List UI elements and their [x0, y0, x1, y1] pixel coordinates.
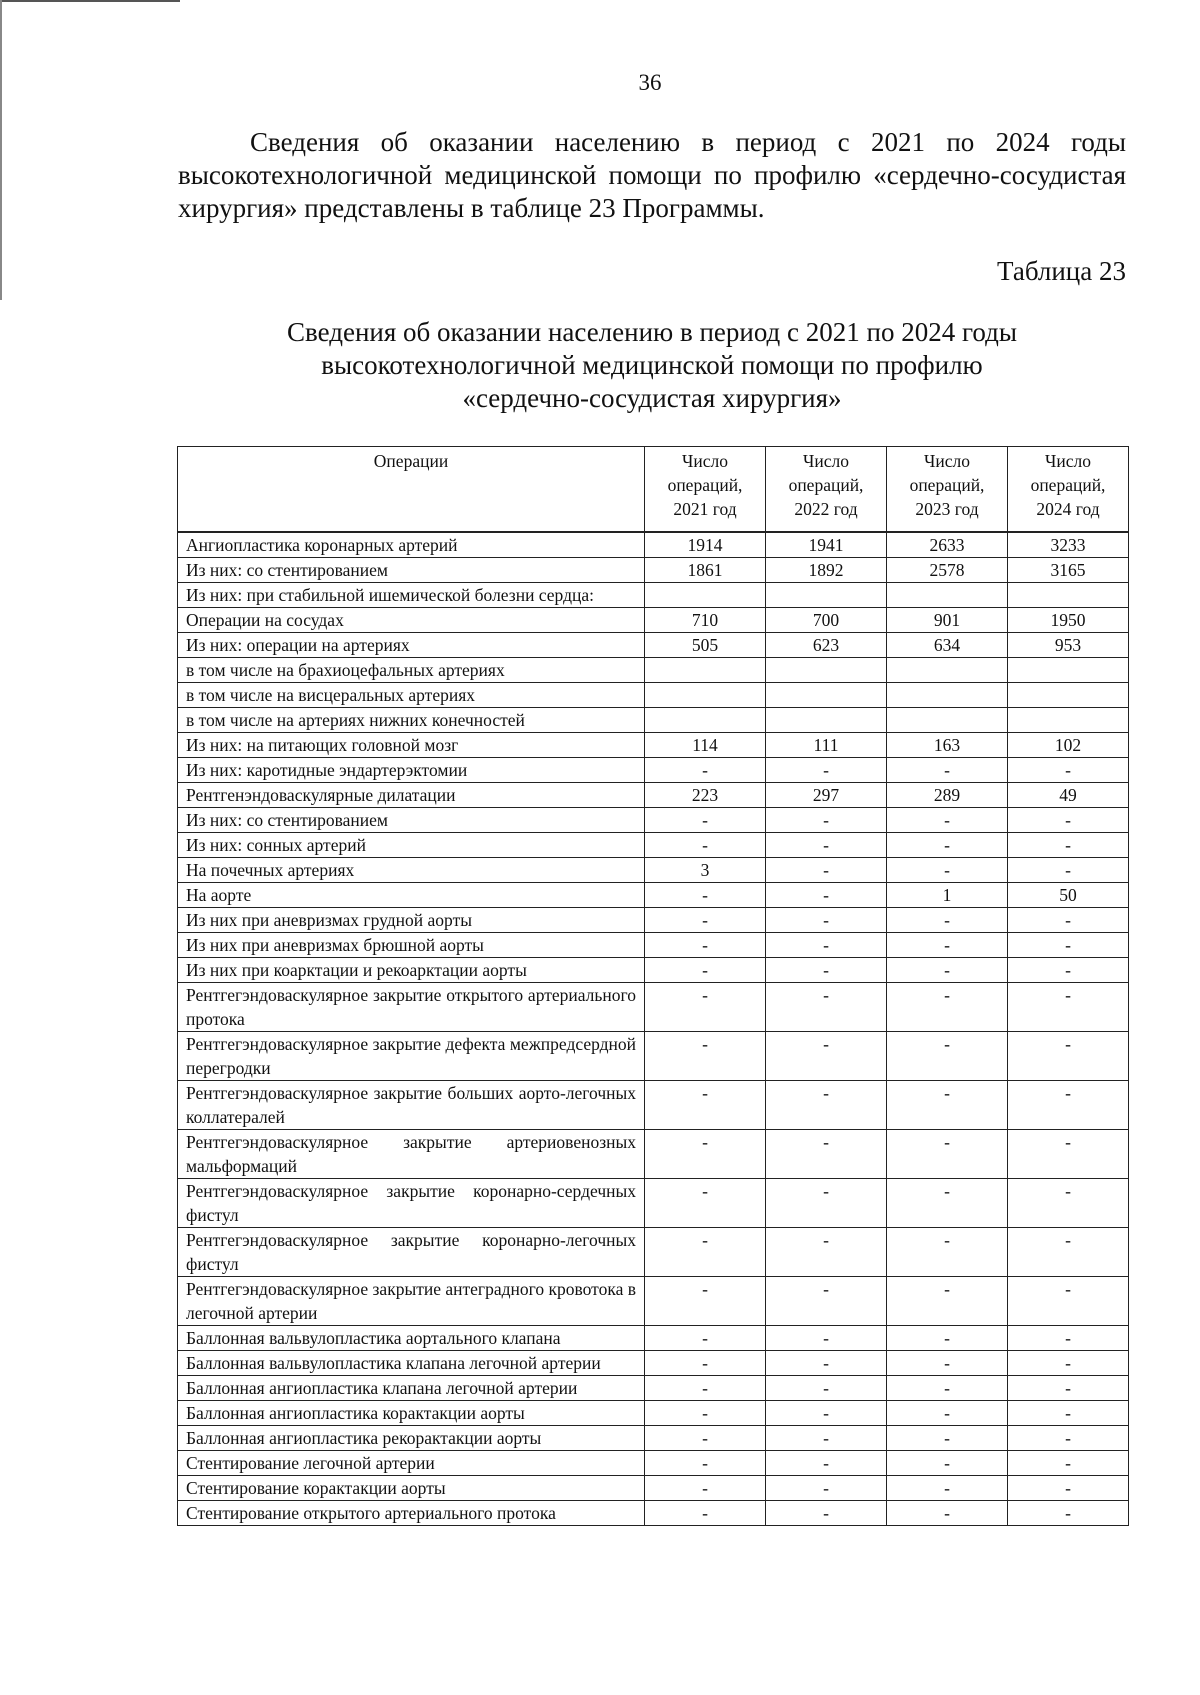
operations-count-2021: [645, 583, 766, 608]
operations-count-2023: 2578: [887, 558, 1008, 583]
table-row: [178, 1179, 1129, 1228]
operations-count-2022: [766, 583, 887, 608]
operations-count-2021: [645, 658, 766, 683]
operations-count-2023: -: [887, 1476, 1008, 1501]
operations-count-2021: -: [645, 1179, 766, 1228]
operations-count-2023: -: [887, 1130, 1008, 1179]
operations-count-2022: 700: [766, 608, 887, 633]
operations-count-2024: 49: [1008, 783, 1129, 808]
table-row: [178, 1451, 1129, 1476]
table-row: [178, 1032, 1129, 1081]
operations-count-2021: -: [645, 1426, 766, 1451]
operations-count-2024: 1950: [1008, 608, 1129, 633]
operation-name: Из них: со стентированием: [178, 558, 645, 583]
scan-edge-mark: [0, 0, 180, 2]
operations-count-2024: 3233: [1008, 532, 1129, 558]
operations-count-2021: 505: [645, 633, 766, 658]
operations-count-2023: 901: [887, 608, 1008, 633]
operation-name: Стентирование легочной артерии: [178, 1451, 645, 1476]
operations-count-2024: 3165: [1008, 558, 1129, 583]
operations-count-2024: -: [1008, 1326, 1129, 1351]
operations-count-2023: [887, 683, 1008, 708]
table-row: [178, 733, 1129, 758]
operations-count-2024: -: [1008, 1130, 1129, 1179]
operations-count-2023: 2633: [887, 532, 1008, 558]
operations-count-2024: 50: [1008, 883, 1129, 908]
table-row: [178, 1081, 1129, 1130]
table-row: [178, 1326, 1129, 1351]
operations-count-2023: -: [887, 1451, 1008, 1476]
operations-count-2021: -: [645, 1451, 766, 1476]
page-number: 36: [638, 70, 662, 95]
table-row: [178, 658, 1129, 683]
operations-count-2024: [1008, 583, 1129, 608]
operation-name: Рентгегэндоваскулярное закрытие коронарно-легочных фистул: [178, 1228, 645, 1277]
table-label: Таблица 23: [997, 256, 1126, 286]
operation-name: Из них при аневризмах брюшной аорты: [178, 933, 645, 958]
table-row: [178, 1401, 1129, 1426]
table-row: [178, 783, 1129, 808]
table-title: [178, 316, 1126, 415]
table-row: [178, 708, 1129, 733]
table-row: [178, 958, 1129, 983]
operations-count-2023: -: [887, 1326, 1008, 1351]
operation-name: Рентгегэндоваскулярное закрытие больших аорто-легочных коллатералей: [178, 1081, 645, 1130]
operations-count-2024: -: [1008, 1401, 1129, 1426]
operation-name: Рентгегэндоваскулярное закрытие коронарно-сердечных фистул: [178, 1179, 645, 1228]
header-2024: Число операций, 2024 год: [1008, 447, 1129, 533]
operations-count-2023: -: [887, 1426, 1008, 1451]
operations-count-2022: [766, 708, 887, 733]
operations-count-2024: 102: [1008, 733, 1129, 758]
operations-count-2021: -: [645, 1130, 766, 1179]
operations-count-2021: -: [645, 1376, 766, 1401]
operations-count-2023: -: [887, 1351, 1008, 1376]
intro-text: Сведения об оказании населению в период с 2021 по 2024 годы высокотехнологичной медицинской помощи по профилю «сердечно-сосудистая хирургия» представлены в таблице 23 Программы.: [178, 127, 1126, 223]
operations-count-2021: 223: [645, 783, 766, 808]
table-row: [178, 808, 1129, 833]
operations-count-2023: -: [887, 1081, 1008, 1130]
operations-count-2024: -: [1008, 833, 1129, 858]
operations-count-2022: -: [766, 933, 887, 958]
operations-count-2021: 1861: [645, 558, 766, 583]
operations-count-2022: [766, 658, 887, 683]
operations-count-2021: -: [645, 933, 766, 958]
operation-name: Из них: сонных артерий: [178, 833, 645, 858]
table-row: [178, 1228, 1129, 1277]
operations-count-2021: -: [645, 908, 766, 933]
table-row: [178, 1476, 1129, 1501]
operation-name: Баллонная ангиопластика корактакции аорты: [178, 1401, 645, 1426]
operations-count-2024: -: [1008, 983, 1129, 1032]
operations-count-2023: -: [887, 908, 1008, 933]
operation-name: Из них: со стентированием: [178, 808, 645, 833]
table-row: [178, 983, 1129, 1032]
operations-count-2023: [887, 658, 1008, 683]
operation-name: Рентгегэндоваскулярное закрытие антеградного кровотока в легочной артерии: [178, 1277, 645, 1326]
operations-count-2022: -: [766, 1376, 887, 1401]
operations-count-2021: 114: [645, 733, 766, 758]
operations-count-2022: -: [766, 958, 887, 983]
table-title-line-1: Сведения об оказании населению в период с 2021 по 2024 годы: [287, 317, 1017, 347]
operations-count-2021: -: [645, 958, 766, 983]
operations-count-2023: -: [887, 1501, 1008, 1526]
operations-count-2021: -: [645, 833, 766, 858]
operations-count-2021: -: [645, 983, 766, 1032]
operation-name: На аорте: [178, 883, 645, 908]
operations-count-2024: -: [1008, 1501, 1129, 1526]
table-row: [178, 1426, 1129, 1451]
operations-count-2021: -: [645, 758, 766, 783]
operation-name: Ангиопластика коронарных артерий: [178, 532, 645, 558]
operations-count-2024: 953: [1008, 633, 1129, 658]
operation-name: Операции на сосудах: [178, 608, 645, 633]
operation-name: Из них: при стабильной ишемической болезни сердца:: [178, 583, 645, 608]
operations-count-2021: -: [645, 1032, 766, 1081]
operations-count-2024: -: [1008, 858, 1129, 883]
table-row: [178, 558, 1129, 583]
operations-count-2022: -: [766, 1501, 887, 1526]
operations-count-2023: -: [887, 808, 1008, 833]
table-title-line-2: высокотехнологичной медицинской помощи по профилю: [321, 350, 983, 380]
operation-name: в том числе на артериях нижних конечностей: [178, 708, 645, 733]
operation-name: в том числе на брахиоцефальных артериях: [178, 658, 645, 683]
operations-count-2021: [645, 683, 766, 708]
table-row: [178, 608, 1129, 633]
operation-name: На почечных артериях: [178, 858, 645, 883]
operations-count-2021: [645, 708, 766, 733]
operation-name: Баллонная вальвулопластика аортального клапана: [178, 1326, 645, 1351]
operations-count-2021: -: [645, 1228, 766, 1277]
operations-count-2024: -: [1008, 1426, 1129, 1451]
operations-count-2024: -: [1008, 908, 1129, 933]
operations-count-2024: -: [1008, 1451, 1129, 1476]
operations-count-2023: -: [887, 1032, 1008, 1081]
table-row: [178, 933, 1129, 958]
table-body: [178, 532, 1129, 1526]
operations-count-2023: [887, 708, 1008, 733]
intro-paragraph: [178, 126, 1126, 225]
operations-count-2021: 710: [645, 608, 766, 633]
operation-name: Из них: каротидные эндартерэктомии: [178, 758, 645, 783]
operations-count-2023: -: [887, 1179, 1008, 1228]
header-operations: Операции: [178, 447, 645, 533]
operations-table: [177, 446, 1129, 1526]
operations-count-2024: -: [1008, 808, 1129, 833]
operation-name: Рентгенэндоваскулярные дилатации: [178, 783, 645, 808]
operations-count-2021: -: [645, 1476, 766, 1501]
operations-count-2021: -: [645, 883, 766, 908]
operations-count-2022: -: [766, 908, 887, 933]
operations-count-2022: -: [766, 883, 887, 908]
operations-count-2022: -: [766, 758, 887, 783]
operation-name: Баллонная ангиопластика рекорактакции аорты: [178, 1426, 645, 1451]
operations-count-2023: 1: [887, 883, 1008, 908]
table-row: [178, 583, 1129, 608]
operations-count-2024: -: [1008, 1277, 1129, 1326]
operations-count-2023: -: [887, 1228, 1008, 1277]
operation-name: Баллонная ангиопластика клапана легочной артерии: [178, 1376, 645, 1401]
table-row: [178, 1277, 1129, 1326]
operation-name: Баллонная вальвулопластика клапана легочной артерии: [178, 1351, 645, 1376]
operation-name: Рентгегэндоваскулярное закрытие открытого артериального протока: [178, 983, 645, 1032]
table-row: [178, 908, 1129, 933]
operations-count-2023: -: [887, 933, 1008, 958]
operations-count-2021: -: [645, 1501, 766, 1526]
table-header-row: [178, 447, 1129, 533]
operations-count-2022: -: [766, 1228, 887, 1277]
operation-name: Из них при коарктации и рекоарктации аорты: [178, 958, 645, 983]
operations-count-2024: -: [1008, 1032, 1129, 1081]
operations-count-2024: [1008, 683, 1129, 708]
header-2023: Число операций, 2023 год: [887, 447, 1008, 533]
operations-count-2024: -: [1008, 758, 1129, 783]
table-row: [178, 683, 1129, 708]
operations-count-2022: -: [766, 808, 887, 833]
operations-count-2023: 634: [887, 633, 1008, 658]
operations-count-2022: -: [766, 833, 887, 858]
operations-count-2022: -: [766, 1451, 887, 1476]
operations-count-2022: -: [766, 858, 887, 883]
operation-name: Из них при аневризмах грудной аорты: [178, 908, 645, 933]
table-row: [178, 1130, 1129, 1179]
operations-count-2021: -: [645, 1277, 766, 1326]
operations-count-2024: -: [1008, 1228, 1129, 1277]
operations-count-2024: -: [1008, 1081, 1129, 1130]
operations-count-2024: -: [1008, 958, 1129, 983]
operations-count-2022: 111: [766, 733, 887, 758]
operations-count-2024: -: [1008, 1376, 1129, 1401]
table-row: [178, 1351, 1129, 1376]
table-row: [178, 883, 1129, 908]
table-row: [178, 532, 1129, 558]
operations-count-2021: -: [645, 1081, 766, 1130]
operations-count-2021: -: [645, 1351, 766, 1376]
operation-name: Рентгегэндоваскулярное закрытие дефекта межпредсердной перегродки: [178, 1032, 645, 1081]
operations-count-2021: -: [645, 808, 766, 833]
operations-count-2024: -: [1008, 1351, 1129, 1376]
operation-name: Из них: на питающих головной мозг: [178, 733, 645, 758]
operations-count-2023: 289: [887, 783, 1008, 808]
operations-count-2022: -: [766, 1130, 887, 1179]
operations-count-2023: -: [887, 758, 1008, 783]
operations-count-2022: [766, 683, 887, 708]
operations-count-2022: -: [766, 983, 887, 1032]
operations-count-2022: -: [766, 1401, 887, 1426]
operations-count-2023: -: [887, 1277, 1008, 1326]
operations-count-2022: -: [766, 1032, 887, 1081]
operations-count-2023: -: [887, 983, 1008, 1032]
operation-name: Стентирование корактакции аорты: [178, 1476, 645, 1501]
operations-count-2022: -: [766, 1277, 887, 1326]
table-row: [178, 633, 1129, 658]
scan-edge-mark-left: [0, 0, 2, 300]
operations-count-2022: -: [766, 1476, 887, 1501]
operations-count-2022: -: [766, 1351, 887, 1376]
operations-count-2021: -: [645, 1326, 766, 1351]
operations-count-2024: -: [1008, 933, 1129, 958]
operations-count-2022: 297: [766, 783, 887, 808]
operations-count-2023: -: [887, 1401, 1008, 1426]
operations-count-2021: 3: [645, 858, 766, 883]
operations-count-2024: [1008, 708, 1129, 733]
operations-count-2023: -: [887, 833, 1008, 858]
operation-name: Из них: операции на артериях: [178, 633, 645, 658]
operations-count-2022: -: [766, 1179, 887, 1228]
operation-name: Стентирование открытого артериального протока: [178, 1501, 645, 1526]
table-row: [178, 1501, 1129, 1526]
table-row: [178, 758, 1129, 783]
operations-count-2024: -: [1008, 1476, 1129, 1501]
header-2021: Число операций, 2021 год: [645, 447, 766, 533]
operations-count-2022: 1941: [766, 532, 887, 558]
table-row: [178, 833, 1129, 858]
operations-count-2021: 1914: [645, 532, 766, 558]
operations-count-2023: 163: [887, 733, 1008, 758]
table-row: [178, 858, 1129, 883]
operations-count-2021: -: [645, 1401, 766, 1426]
operation-name: в том числе на висцеральных артериях: [178, 683, 645, 708]
operations-count-2023: -: [887, 858, 1008, 883]
operations-count-2023: -: [887, 958, 1008, 983]
operations-count-2022: -: [766, 1426, 887, 1451]
operations-count-2022: -: [766, 1326, 887, 1351]
header-2022: Число операций, 2022 год: [766, 447, 887, 533]
table-row: [178, 1376, 1129, 1401]
operations-count-2022: -: [766, 1081, 887, 1130]
operations-count-2024: -: [1008, 1179, 1129, 1228]
operations-count-2024: [1008, 658, 1129, 683]
operations-count-2023: -: [887, 1376, 1008, 1401]
table-title-line-3: «сердечно-сосудистая хирургия»: [462, 383, 842, 413]
operations-count-2022: 1892: [766, 558, 887, 583]
operation-name: Рентгегэндоваскулярное закрытие артериовенозных мальформаций: [178, 1130, 645, 1179]
operations-count-2022: 623: [766, 633, 887, 658]
operations-count-2023: [887, 583, 1008, 608]
